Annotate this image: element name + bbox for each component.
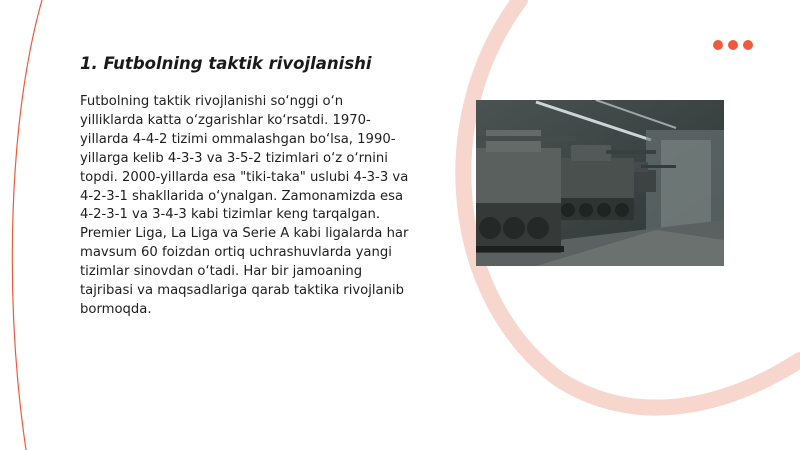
accent-dots <box>713 40 753 50</box>
slide-title: 1. Futbolning taktik rivojlanishi <box>80 54 372 73</box>
slide-paragraph: Futbolning taktik rivojlanishi so‘nggi o‘n yilliklarda katta o‘zgarishlar ko‘rsatdi. 1970-yillarda 4-4-2 tizimi ommalashgan bo‘lsa, 1990-yillarga kelib 4-3-3 va 3-5-2 tizimlari o‘z o‘rnini topdi. 2000-yillarda esa "tiki-taka" uslubi 4-3-3 va 4-2-3-1 shakllarida o‘ynalgan. Zamonamizda esa 4-2-3-1 va 3-4-3 kabi tizimlar keng tarqalgan. Premier Liga, La Liga va Serie A kabi ligalarda har mavsum 60 foizdan ortiq uchrashuvlarda yangi tizimlar sinovdan o‘tadi. Har bir jamoaning tajribasi va maqsadlariga qarab taktika rivojlanib bormoqda. <box>80 94 409 317</box>
tanks-photo-illustration <box>476 100 724 266</box>
left-thin-arc <box>12 0 42 450</box>
accent-dot <box>713 40 723 50</box>
tanks-photo <box>476 100 724 266</box>
accent-dot <box>743 40 753 50</box>
accent-dot <box>728 40 738 50</box>
